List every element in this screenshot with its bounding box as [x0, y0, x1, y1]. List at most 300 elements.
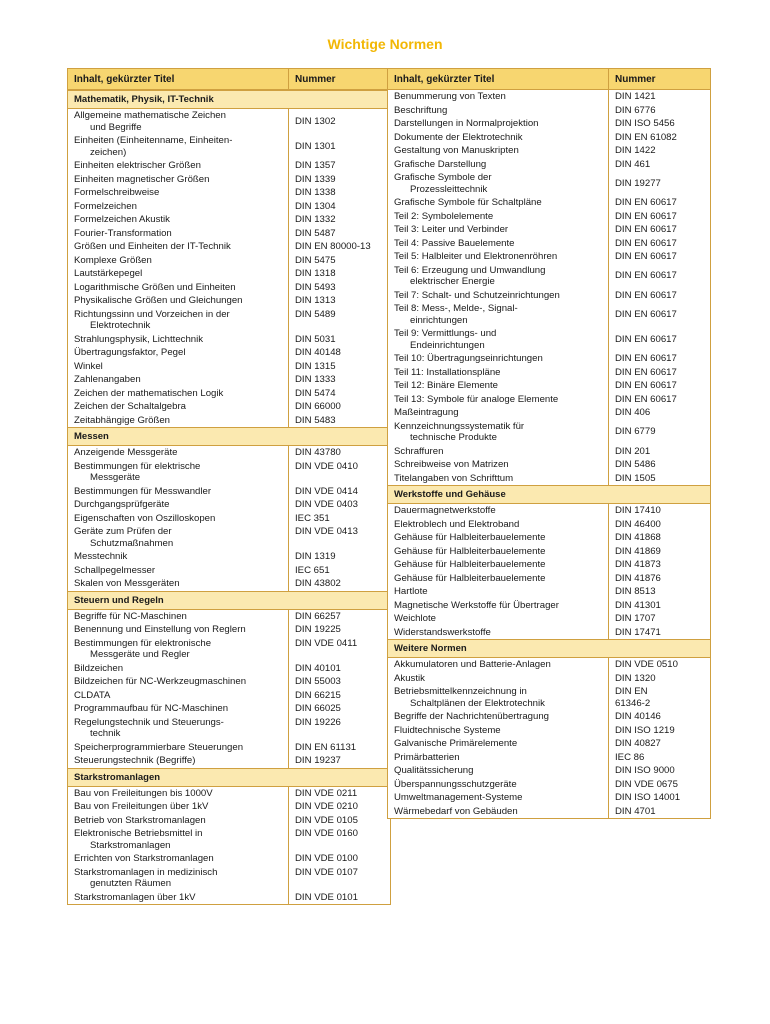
norm-title — [68, 333, 289, 347]
norm-number-text: DIN ISO 5456 — [615, 118, 675, 129]
norm-number — [609, 791, 710, 805]
norm-number — [289, 702, 390, 716]
norm-title-line: Umweltmanagement-Systeme — [394, 792, 523, 803]
table-row — [388, 685, 710, 710]
norm-title — [388, 420, 609, 445]
norm-number-text: DIN EN 60617 — [615, 380, 677, 391]
norm-title-line: Teil 2: Symbolelemente — [394, 210, 494, 222]
norm-number — [609, 685, 710, 710]
norm-number — [289, 800, 390, 814]
norm-title — [68, 675, 289, 689]
norm-number-text: IEC 86 — [615, 751, 645, 763]
norm-number — [609, 327, 710, 352]
norm-number — [289, 787, 390, 801]
table-row — [68, 159, 390, 173]
header-number-column: Nummer — [295, 73, 336, 85]
norm-number — [289, 814, 390, 828]
norm-number — [609, 545, 710, 559]
table-row — [388, 264, 710, 289]
table-row — [388, 210, 710, 224]
table-row — [388, 710, 710, 724]
norm-title-line: Grafische Darstellung — [394, 158, 487, 170]
norm-number-text: DIN VDE 0414 — [295, 485, 358, 497]
norm-title-line: Teil 4: Passive Bauelemente — [394, 237, 515, 249]
norm-number — [609, 445, 710, 459]
norm-title-line-2: elektrischer Energie — [410, 276, 495, 287]
table-row — [68, 891, 390, 905]
norm-number-text: DIN 201 — [615, 445, 651, 457]
norm-number-text: DIN EN 60617 — [615, 270, 677, 282]
norm-title — [388, 171, 609, 196]
norm-number — [609, 393, 710, 407]
norm-number-text: DIN 66000 — [295, 401, 341, 412]
norm-title-line-2: Messgeräte — [90, 472, 141, 483]
table-row — [388, 352, 710, 366]
norm-number-text: DIN 5474 — [295, 387, 336, 399]
norm-title — [68, 800, 289, 814]
table-row — [388, 672, 710, 686]
norm-title — [388, 572, 609, 586]
norm-number-text: DIN 6776 — [615, 104, 656, 116]
norm-number-text: DIN 406 — [615, 407, 651, 418]
norm-number-text: DIN 1357 — [295, 160, 336, 171]
norm-title — [68, 787, 289, 801]
norm-number — [609, 289, 710, 303]
norm-number-text: DIN EN 60617 — [615, 393, 677, 405]
norm-number-text: DIN 40146 — [615, 711, 661, 722]
table-row — [68, 213, 390, 227]
norm-title-line: Skalen von Messgeräten — [74, 578, 180, 589]
norm-number-text: DIN 1421 — [615, 91, 656, 102]
norm-number-text: DIN 40827 — [615, 738, 661, 749]
norm-number — [289, 662, 390, 676]
table-row — [68, 373, 390, 387]
table-row — [68, 200, 390, 214]
norm-title — [388, 778, 609, 792]
norm-title-line-2: und Begriffe — [90, 121, 142, 133]
norm-title-line: Eigenschaften von Oszilloskopen — [74, 512, 216, 524]
table-row — [388, 764, 710, 778]
norm-number-text: DIN 46400 — [615, 518, 661, 530]
table-row — [68, 414, 390, 428]
norm-title — [388, 223, 609, 237]
table-row — [68, 800, 390, 814]
table-row — [388, 171, 710, 196]
header-title-column: Inhalt, gekürzter Titel — [388, 69, 609, 89]
norm-title-line: Teil 9: Vermittlungs- und — [394, 328, 497, 339]
table-row — [388, 406, 710, 420]
norm-number — [609, 658, 710, 672]
table-row — [68, 741, 390, 755]
table-row — [68, 360, 390, 374]
norm-title-line: Übertragungsfaktor, Pegel — [74, 347, 186, 358]
table-row — [68, 333, 390, 347]
norm-title — [388, 379, 609, 393]
norm-number — [609, 379, 710, 393]
norm-number-text: DIN EN 60617 — [615, 210, 677, 222]
norm-number — [289, 623, 390, 637]
norm-number-text: DIN 1339 — [295, 173, 336, 185]
norm-number-text: DIN 1505 — [615, 472, 656, 484]
table-row — [68, 281, 390, 295]
norm-number-text: DIN VDE 0510 — [615, 659, 678, 670]
norm-title — [388, 504, 609, 518]
table-row — [388, 531, 710, 545]
norm-title — [388, 104, 609, 118]
table-row — [388, 302, 710, 327]
norm-title — [68, 702, 289, 716]
norm-title — [68, 267, 289, 281]
table-row — [68, 716, 390, 741]
norm-number-text: DIN 17410 — [615, 505, 661, 516]
table-row — [68, 637, 390, 662]
norm-number-text: DIN 1338 — [295, 187, 336, 198]
table-row — [68, 186, 390, 200]
norm-title-line: Zeitabhängige Größen — [74, 414, 170, 426]
norm-title-line: Schraffuren — [394, 445, 444, 457]
norm-title-line: Qualitätssicherung — [394, 765, 474, 776]
section-heading: Starkstromanlagen — [68, 768, 390, 787]
norms-table-left — [67, 68, 391, 905]
norm-title-line: Anzeigende Messgeräte — [74, 447, 178, 458]
norm-number — [289, 891, 390, 905]
norm-number-text: DIN 17471 — [615, 626, 661, 638]
norm-title — [68, 360, 289, 374]
norm-number-text: DIN 43802 — [295, 578, 341, 589]
norm-title — [388, 599, 609, 613]
table-row — [68, 109, 390, 134]
norm-title-line-2: einrichtungen — [410, 314, 468, 326]
norm-title-line: Strahlungsphysik, Lichttechnik — [74, 333, 204, 345]
norm-title-line: Messtechnik — [74, 551, 128, 562]
norm-number-text: DIN EN 60617 — [615, 224, 677, 235]
table-row — [388, 379, 710, 393]
norm-title — [68, 525, 289, 550]
table-row — [388, 558, 710, 572]
norm-number-text: DIN 41873 — [615, 559, 661, 570]
table-row — [68, 787, 390, 801]
norm-title-line: Winkel — [74, 360, 103, 372]
norm-title-line: Bestimmungen für Messwandler — [74, 485, 212, 497]
norm-title-line: Akustik — [394, 672, 425, 684]
norm-number — [609, 612, 710, 626]
table-row — [68, 814, 390, 828]
norm-title-line: Einheiten (Einheitenname, Einheiten- — [74, 135, 233, 146]
norm-number-text: DIN ISO 14001 — [615, 792, 681, 803]
norm-number-text: IEC 651 — [295, 564, 330, 576]
norm-title-line: Einheiten magnetischer Größen — [74, 173, 210, 185]
norm-title-line: Bildzeichen — [74, 662, 124, 674]
norm-number-text: DIN 5475 — [295, 254, 336, 266]
table-row — [68, 254, 390, 268]
norm-number — [289, 373, 390, 387]
norm-number-text: DIN 5486 — [615, 459, 656, 470]
norm-title — [388, 393, 609, 407]
table-row — [388, 518, 710, 532]
norm-title-line: Regelungstechnik und Steuerungs- — [74, 716, 224, 728]
norm-title-line: Formelschreibweise — [74, 187, 160, 198]
table-body — [68, 90, 390, 904]
norm-number — [289, 675, 390, 689]
norm-title-line: Magnetische Werkstoffe für Übertrager — [394, 599, 559, 611]
norm-number-text: DIN 66257 — [295, 610, 341, 622]
table-row — [68, 294, 390, 308]
table-row — [388, 250, 710, 264]
norm-number-text: DIN 5031 — [295, 333, 336, 345]
norm-title-line: Zeichen der mathematischen Logik — [74, 387, 224, 399]
table-row — [388, 104, 710, 118]
norm-number — [289, 227, 390, 241]
norm-number — [609, 144, 710, 158]
norm-number-text: DIN EN 60617 — [615, 333, 677, 345]
norm-title-line: Schallpegelmesser — [74, 564, 156, 576]
norm-title-line: Betriebsmittelkennzeichnung in — [394, 686, 527, 697]
norm-number-text: DIN EN 60617 — [615, 308, 677, 320]
norm-number-text: DIN 5487 — [295, 227, 336, 239]
norm-title — [68, 213, 289, 227]
norm-title — [68, 754, 289, 768]
norm-number — [609, 458, 710, 472]
norm-number — [289, 414, 390, 428]
norm-title — [68, 400, 289, 414]
section-heading: Steuern und Regeln — [68, 591, 390, 610]
norm-title — [388, 751, 609, 765]
norm-number — [289, 346, 390, 360]
norm-title-line: Kennzeichnungssystematik für — [394, 420, 525, 432]
norm-title-line: Formelzeichen Akustik — [74, 214, 170, 225]
norm-title-line-2: genutzten Räumen — [90, 878, 172, 889]
norm-title-line: Steuerungstechnik (Begriffe) — [74, 755, 196, 766]
norm-title-line: Teil 12: Binäre Elemente — [394, 380, 498, 391]
norm-title — [388, 472, 609, 486]
table-row — [68, 485, 390, 499]
norm-title — [388, 158, 609, 172]
norm-number — [289, 577, 390, 591]
norm-number — [609, 420, 710, 445]
table-row — [388, 196, 710, 210]
norm-number — [609, 504, 710, 518]
norm-number — [609, 171, 710, 196]
norm-title — [388, 131, 609, 145]
norm-number — [289, 400, 390, 414]
norm-title-line: Teil 6: Erzeugung und Umwandlung — [394, 264, 546, 276]
norm-title-line: Lautstärkepegel — [74, 268, 143, 279]
norm-title — [68, 387, 289, 401]
norm-number — [289, 741, 390, 755]
table-row — [68, 754, 390, 768]
norm-number — [609, 250, 710, 264]
norm-title-line: Einheiten elektrischer Größen — [74, 160, 201, 171]
table-row — [388, 778, 710, 792]
table-row — [68, 852, 390, 866]
norm-title-line: Darstellungen in Normalprojektion — [394, 118, 539, 129]
norm-number-text: DIN 1422 — [615, 145, 656, 156]
norm-number-text: DIN 55003 — [295, 676, 341, 687]
table-row — [388, 393, 710, 407]
table-row — [68, 400, 390, 414]
table-row — [388, 144, 710, 158]
norm-title-line: Titelangaben von Schrifttum — [394, 472, 514, 484]
table-body — [388, 90, 710, 818]
norm-number-text: DIN 43780 — [295, 447, 341, 458]
norm-number — [609, 518, 710, 532]
norm-title — [68, 689, 289, 703]
section-heading: Werkstoffe und Gehäuse — [388, 485, 710, 504]
norm-title-line: Speicherprogrammierbare Steuerungen — [74, 741, 244, 753]
norm-number — [609, 585, 710, 599]
table-row — [68, 498, 390, 512]
norm-number-text: DIN 41301 — [615, 599, 661, 611]
norm-title-line: Teil 13: Symbole für analoge Elemente — [394, 393, 559, 405]
table-row — [388, 572, 710, 586]
norm-number — [289, 134, 390, 159]
norm-title — [68, 159, 289, 173]
norm-number-text: DIN 40148 — [295, 347, 341, 358]
norm-number-text: DIN 19226 — [295, 716, 341, 728]
norm-title — [68, 240, 289, 254]
norm-title-line: Gehäuse für Halbleiterbauelemente — [394, 545, 546, 557]
norm-number — [609, 764, 710, 778]
norm-title-line: Wärmebedarf von Gebäuden — [394, 805, 518, 817]
norm-number — [609, 751, 710, 765]
table-header — [68, 69, 390, 90]
norm-title-line: Elektronische Betriebsmittel in — [74, 828, 203, 839]
table-row — [68, 662, 390, 676]
norm-title-line-2: Schutzmaßnahmen — [90, 537, 174, 549]
norm-title — [388, 237, 609, 251]
norm-number — [609, 599, 710, 613]
norm-title — [388, 545, 609, 559]
norm-title-line: Errichten von Starkstromanlagen — [74, 853, 214, 864]
norm-title — [68, 827, 289, 852]
norm-title-line-2: Messgeräte und Regler — [90, 649, 190, 660]
norm-number-text: DIN VDE 0403 — [295, 499, 358, 510]
norm-title — [388, 264, 609, 289]
table-row — [388, 458, 710, 472]
norm-number — [609, 158, 710, 172]
norm-title-line: Komplexe Größen — [74, 254, 152, 266]
norm-title — [68, 814, 289, 828]
norm-number — [289, 186, 390, 200]
norm-title-line: Dokumente der Elektrotechnik — [394, 131, 523, 143]
norm-title-line: Gehäuse für Halbleiterbauelemente — [394, 532, 546, 543]
norm-title-line: Starkstromanlagen über 1kV — [74, 891, 196, 903]
norm-number — [609, 117, 710, 131]
norm-title-line-2: Endeinrichtungen — [410, 339, 485, 351]
table-row — [388, 90, 710, 104]
norm-title-line: Überspannungsschutzgeräte — [394, 778, 517, 790]
table-row — [388, 289, 710, 303]
norm-number — [289, 446, 390, 460]
norm-number-text: DIN 1315 — [295, 360, 336, 372]
norm-number-text: DIN 40101 — [295, 662, 341, 674]
norm-title — [388, 117, 609, 131]
norm-number-text: DIN VDE 0107 — [295, 866, 358, 878]
norm-title — [388, 724, 609, 738]
table-row — [68, 675, 390, 689]
table-row — [68, 446, 390, 460]
table-row — [388, 751, 710, 765]
table-header — [388, 69, 710, 90]
norm-number — [289, 294, 390, 308]
norm-number-text: DIN EN 60617 — [615, 366, 677, 378]
table-row — [68, 702, 390, 716]
norm-title-line: Fluidtechnische Systeme — [394, 724, 501, 736]
norm-title — [68, 741, 289, 755]
norm-title-line: Teil 5: Halbleiter und Elektronenröhren — [394, 251, 558, 262]
norm-number — [609, 237, 710, 251]
norm-number — [609, 196, 710, 210]
norm-number — [609, 366, 710, 380]
norm-title — [68, 186, 289, 200]
section-heading: Messen — [68, 427, 390, 446]
norm-title-line: Weichlote — [394, 613, 436, 624]
norm-number — [609, 672, 710, 686]
norm-title-line: Akkumulatoren und Batterie-Anlagen — [394, 659, 551, 670]
table-row — [68, 610, 390, 624]
norm-number-text: DIN 1333 — [295, 374, 336, 385]
norm-number — [289, 240, 390, 254]
norm-number-text: DIN 5489 — [295, 308, 336, 320]
norm-number — [289, 754, 390, 768]
norm-number-text: DIN EN 61082 — [615, 131, 677, 143]
norm-title — [68, 662, 289, 676]
norm-number — [609, 131, 710, 145]
norm-number — [609, 558, 710, 572]
table-row — [68, 267, 390, 281]
norm-number — [609, 104, 710, 118]
norm-title-line: Widerstandswerkstoffe — [394, 626, 491, 638]
table-row — [388, 658, 710, 672]
header-number-column: Nummer — [615, 73, 656, 85]
norm-title — [68, 109, 289, 134]
norm-number-text: DIN VDE 0675 — [615, 778, 678, 790]
norm-number-text: DIN 5483 — [295, 414, 336, 426]
norm-title-line: Richtungssinn und Vorzeichen in der — [74, 308, 230, 320]
norm-title — [388, 672, 609, 686]
norm-number — [289, 512, 390, 526]
norm-number-text: DIN VDE 0410 — [295, 460, 358, 472]
norm-number — [289, 716, 390, 741]
norm-title — [388, 366, 609, 380]
norm-number — [609, 572, 710, 586]
norm-title-line: Primärbatterien — [394, 751, 460, 763]
norm-title — [388, 805, 609, 819]
table-row — [68, 866, 390, 891]
norm-title-line-2: Elektrotechnik — [90, 320, 151, 331]
norm-number — [289, 564, 390, 578]
norm-title-line-2: technische Produkte — [410, 432, 497, 443]
norm-number — [609, 805, 710, 819]
norm-number-text: DIN 19225 — [295, 624, 341, 635]
norm-number-text: DIN 6779 — [615, 426, 656, 438]
table-row — [388, 420, 710, 445]
norm-number-text: DIN EN 60617 — [615, 353, 677, 364]
norm-title-line: Teil 3: Leiter und Verbinder — [394, 224, 509, 235]
norm-number — [289, 550, 390, 564]
norm-number — [609, 264, 710, 289]
norm-title — [68, 564, 289, 578]
norm-number-text: DIN 1301 — [295, 140, 336, 152]
norm-number — [609, 352, 710, 366]
norm-title-line: Starkstromanlagen in medizinisch — [74, 866, 218, 878]
norm-number-text: DIN VDE 0100 — [295, 853, 358, 864]
norm-number — [289, 360, 390, 374]
table-row — [68, 227, 390, 241]
norm-number — [609, 223, 710, 237]
norm-number — [289, 308, 390, 333]
norm-number — [289, 525, 390, 550]
